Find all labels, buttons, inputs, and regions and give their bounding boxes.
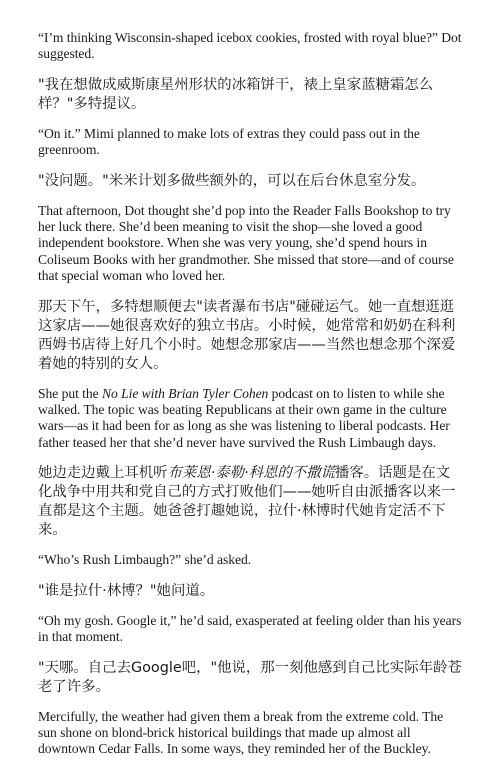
paragraph-en-5: “Who’s Rush Limbaugh?” she’d asked. — [38, 552, 252, 568]
paragraph-en-3: That afternoon, Dot thought she’d pop into the Reader Falls Bookshop to try her luck there. She’d been meaning to visit the shop—she loved a good independent bookstore. When she was very young, she’d spend hours in Coliseum Books with her grandmother. She missed that store—and of course that special woman who loved her. — [38, 202, 454, 284]
podcast-title-en: No Lie with Brian Tyler Cohen — [101, 385, 269, 401]
paragraph-en-6: “Oh my gosh. Google it,” he’d said, exasperated at feeling older than his years in that moment. — [38, 612, 462, 645]
paragraph-zh-6: "天哪。自己去Google吧，"他说，那一刻他感到自己比实际年龄苍老了许多。 — [38, 659, 462, 695]
paragraph-zh-5: "谁是拉什·林博？"她问道。 — [38, 582, 215, 599]
paragraph-zh-4 — [38, 464, 462, 540]
paragraph-zh-4-before: 她边走边戴上耳机听 — [38, 465, 168, 482]
paragraph-en-4-after: podcast on to listen to while she walked. The topic was beating Republicans at their own game in the culture wars—as it had been for as long as she was listening to liberal podcasts. Her father teased her that she’d never have survived the Rush Limbaugh days. — [38, 385, 450, 450]
paragraph-zh-3: 那天下午，多特想顺便去"读者瀑布书店"碰碰运气。她一直想逛逛这家店——她很喜欢好的独立书店。小时候，她常常和奶奶在科利西姆书店待上好几个小时。她想念那家店——当然也想念那个深爱着她的特别的女人。 — [38, 298, 456, 372]
paragraph-zh-4-after: 播客。话题是在文化战争中用共和党自己的方式打败他们——她听自由派播客以来一直都是这个主题。她爸爸打趣她说，拉什·林博时代她肯定活不下来。 — [38, 465, 456, 539]
paragraph-en-4 — [38, 386, 462, 452]
paragraph-en-7: Mercifully, the weather had given them a break from the extreme cold. The sun shone on blond-brick historical buildings that made up almost all downtown Cedar Falls. In some ways, they reminded her of the Buckley. — [38, 708, 444, 757]
paragraph-en-1: “I’m thinking Wisconsin-shaped icebox cookies, frosted with royal blue?” Dot suggested. — [38, 30, 462, 62]
paragraph-zh-1: "我在想做成威斯康星州形状的冰箱饼干，裱上皇家蓝糖霜怎么样？"多特提议。 — [38, 76, 434, 112]
podcast-title-zh: 布莱恩·泰勒·科恩的不撒谎 — [167, 465, 335, 482]
paragraph-zh-2: "没问题。"米米计划多做些额外的，可以在后台休息室分发。 — [38, 172, 426, 189]
paragraph-en-4-before: She put the — [38, 385, 102, 401]
paragraph-en-2: “On it.” Mimi planned to make lots of extras they could pass out in the greenroom. — [38, 125, 420, 158]
document-page — [38, 30, 462, 771]
